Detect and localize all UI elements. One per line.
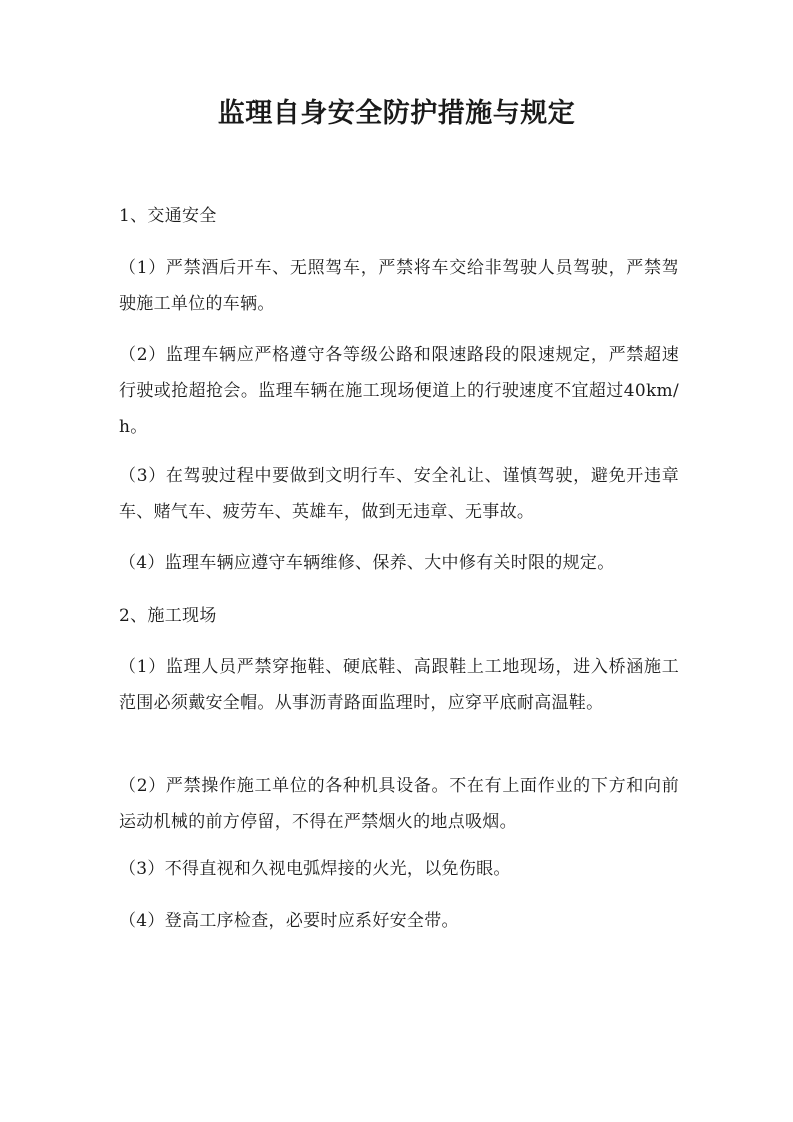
traffic-item-2: （2）监理车辆应严格遵守各等级公路和限速路段的限速规定，严禁超速行驶或抢超抢会。监理车辆在施工现场便道上的行驶速度不宜超过40km/h。 bbox=[119, 345, 679, 437]
traffic-item-3: （3）在驾驶过程中要做到文明行车、安全礼让、谨慎驾驶，避免开违章车、赌气车、疲劳车、英雄车，做到无违章、无事故。 bbox=[119, 466, 679, 522]
traffic-item-4: （4）监理车辆应遵守车辆维修、保养、大中修有关时限的规定。 bbox=[119, 553, 615, 573]
site-item-2: （2）严禁操作施工单位的各种机具设备。不在有上面作业的下方和向前运动机械的前方停留，不得在严禁烟火的地点吸烟。 bbox=[119, 776, 679, 832]
section-heading-site: 2、施工现场 bbox=[119, 606, 217, 626]
site-item-1: （1）监理人员严禁穿拖鞋、硬底鞋、高跟鞋上工地现场，进入桥涵施工范围必须戴安全帽。从事沥青路面监理时，应穿平底耐高温鞋。 bbox=[119, 657, 679, 713]
site-item-4: （4）登高工序检查，必要时应系好安全带。 bbox=[119, 911, 459, 931]
traffic-item-1: （1）严禁酒后开车、无照驾车，严禁将车交给非驾驶人员驾驶，严禁驾驶施工单位的车辆。 bbox=[119, 258, 679, 314]
section-heading-traffic: 1、交通安全 bbox=[119, 206, 217, 226]
document-title: 监理自身安全防护措施与规定 bbox=[217, 98, 576, 129]
site-item-3: （3）不得直视和久视电弧焊接的火光，以免伤眼。 bbox=[119, 859, 511, 879]
